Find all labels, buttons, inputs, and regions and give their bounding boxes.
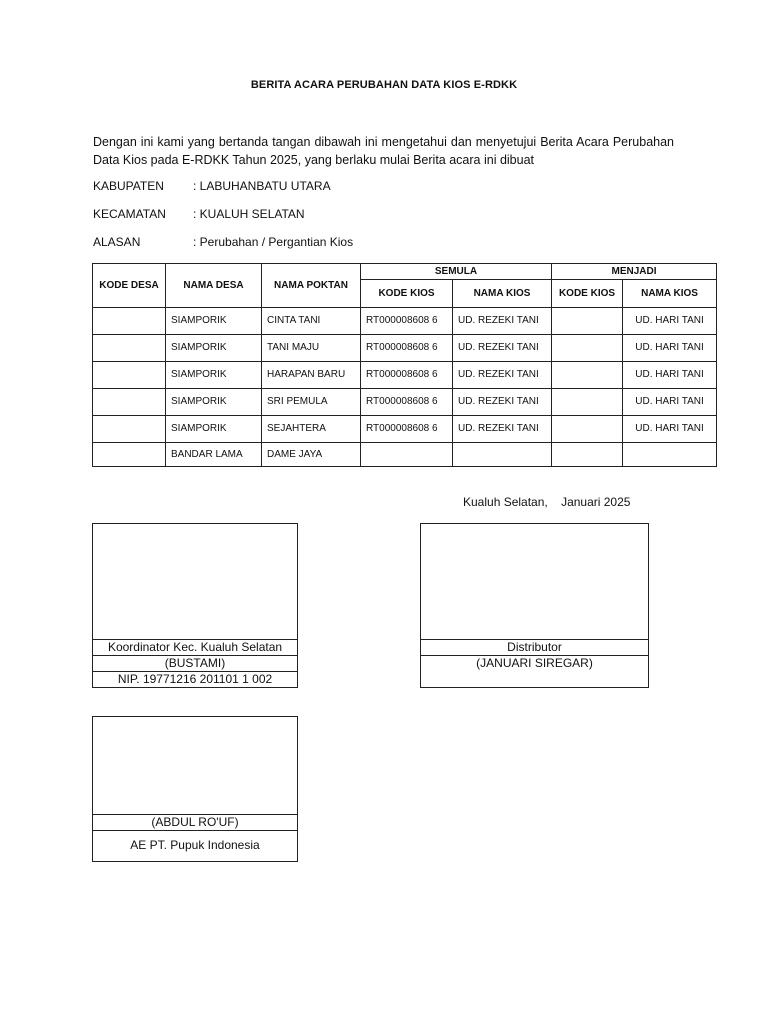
- table-row: [93, 335, 717, 362]
- field-kabupaten: [93, 179, 331, 193]
- header-nama-kios: NAMA KIOS: [453, 280, 552, 308]
- document-title: BERITA ACARA PERUBAHAN DATA KIOS E-RDKK: [250, 79, 518, 91]
- signature-box-distributor: [420, 523, 649, 688]
- cell-nama-kios-baru: UD. HARI TANI: [623, 362, 717, 389]
- cell-kode-kios-baru: [552, 362, 623, 389]
- cell-kode-kios-baru: [552, 443, 623, 467]
- date-text: Kualuh Selatan, Januari 2025: [463, 495, 631, 509]
- cell-nama-desa: SIAMPORIK: [166, 335, 262, 362]
- signature-role: Distributor: [421, 640, 648, 656]
- cell-nama-poktan: CINTA TANI: [262, 308, 361, 335]
- signature-role: AE PT. Pupuk Indonesia: [130, 838, 260, 852]
- signature-role: Koordinator Kec. Kualuh Selatan: [93, 640, 297, 656]
- signature-space: [421, 524, 648, 640]
- kios-table: [92, 263, 717, 467]
- signature-space: [93, 524, 297, 640]
- cell-nama-poktan: TANI MAJU: [262, 335, 361, 362]
- field-kecamatan: [93, 207, 305, 221]
- table-row: [93, 308, 717, 335]
- cell-kode-desa: [93, 362, 166, 389]
- cell-kode-desa: [93, 443, 166, 467]
- header-kode-kios: KODE KIOS: [361, 280, 453, 308]
- cell-nama-poktan: HARAPAN BARU: [262, 362, 361, 389]
- cell-kode-kios: RT000008608 6: [361, 416, 453, 443]
- cell-nama-desa: BANDAR LAMA: [166, 443, 262, 467]
- header-nama-kios-menjadi: NAMA KIOS: [623, 280, 717, 308]
- header-kode-kios-menjadi: KODE KIOS: [552, 280, 623, 308]
- cell-kode-desa: [93, 389, 166, 416]
- field-value: : LABUHANBATU UTARA: [193, 179, 331, 193]
- cell-nama-kios: UD. REZEKI TANI: [453, 416, 552, 443]
- cell-kode-desa: [93, 308, 166, 335]
- signature-space: [93, 717, 297, 815]
- cell-nama-kios-baru: UD. HARI TANI: [623, 308, 717, 335]
- cell-kode-kios-baru: [552, 308, 623, 335]
- cell-nama-poktan: DAME JAYA: [262, 443, 361, 467]
- cell-nama-kios: UD. REZEKI TANI: [453, 308, 552, 335]
- field-label: KECAMATAN: [93, 207, 166, 221]
- signature-box-koordinator: [92, 523, 298, 688]
- intro-paragraph: Dengan ini kami yang bertanda tangan dibawah ini mengetahui dan menyetujui Berita Acara Perubahan Data Kios pada E-RDKK Tahun 2025, yang berlaku mulai Berita acara ini dibuat: [93, 135, 674, 167]
- cell-nama-desa: SIAMPORIK: [166, 308, 262, 335]
- cell-nama-desa: SIAMPORIK: [166, 389, 262, 416]
- header-nama-poktan: NAMA POKTAN: [262, 264, 361, 308]
- signature-name: (BUSTAMI): [93, 656, 297, 672]
- header-semula: SEMULA: [361, 264, 552, 280]
- cell-kode-desa: [93, 416, 166, 443]
- cell-kode-kios: RT000008608 6: [361, 389, 453, 416]
- cell-kode-kios: RT000008608 6: [361, 308, 453, 335]
- signature-nip: NIP. 19771216 201101 1 002: [117, 672, 273, 686]
- cell-nama-kios-baru: UD. HARI TANI: [623, 389, 717, 416]
- header-menjadi: MENJADI: [552, 264, 717, 280]
- cell-nama-kios-baru: [623, 443, 717, 467]
- table-row: [93, 416, 717, 443]
- cell-nama-kios: UD. REZEKI TANI: [453, 335, 552, 362]
- cell-nama-desa: SIAMPORIK: [166, 362, 262, 389]
- cell-nama-kios-baru: UD. HARI TANI: [623, 335, 717, 362]
- header-kode-desa: KODE DESA: [93, 264, 166, 308]
- table-row: [93, 389, 717, 416]
- cell-kode-kios-baru: [552, 416, 623, 443]
- cell-nama-kios: UD. REZEKI TANI: [453, 362, 552, 389]
- cell-nama-kios: [453, 443, 552, 467]
- cell-kode-kios-baru: [552, 335, 623, 362]
- cell-nama-desa: SIAMPORIK: [166, 416, 262, 443]
- cell-kode-kios: RT000008608 6: [361, 335, 453, 362]
- cell-nama-poktan: SEJAHTERA: [262, 416, 361, 443]
- signature-box-ae: [92, 716, 298, 862]
- field-alasan: [93, 235, 353, 249]
- field-label: KABUPATEN: [93, 179, 164, 193]
- table-row: [93, 362, 717, 389]
- header-nama-desa: NAMA DESA: [166, 264, 262, 308]
- cell-nama-poktan: SRI PEMULA: [262, 389, 361, 416]
- table-row: [93, 443, 717, 467]
- cell-nama-kios: UD. REZEKI TANI: [453, 389, 552, 416]
- field-value: : Perubahan / Pergantian Kios: [193, 235, 354, 249]
- cell-kode-kios: RT000008608 6: [361, 362, 453, 389]
- field-value: : KUALUH SELATAN: [193, 207, 305, 221]
- date-line: [463, 495, 630, 509]
- cell-kode-desa: [93, 335, 166, 362]
- field-label: ALASAN: [93, 235, 141, 249]
- cell-kode-kios-baru: [552, 389, 623, 416]
- signature-name: (ABDUL RO'UF): [93, 815, 297, 831]
- cell-kode-kios: [361, 443, 453, 467]
- cell-nama-kios-baru: UD. HARI TANI: [623, 416, 717, 443]
- signature-name: (JANUARI SIREGAR): [476, 656, 593, 670]
